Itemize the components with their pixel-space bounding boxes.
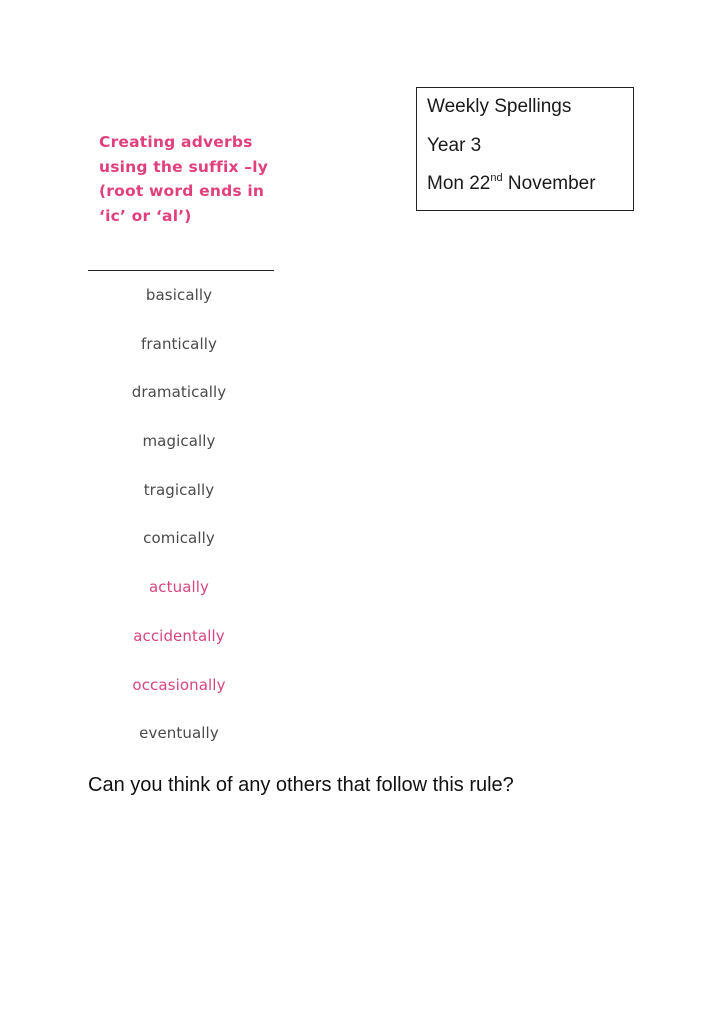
spelling-word-list (88, 281, 270, 768)
rule-heading-line: Creating adverbs (99, 133, 253, 151)
rule-heading (99, 130, 319, 228)
spelling-word: eventually (139, 724, 219, 743)
rule-heading-line: using the suffix –ly (99, 157, 269, 176)
info-date-prefix: Mon 22 (427, 173, 491, 194)
info-date-ordinal: nd (490, 172, 503, 184)
spelling-word: frantically (141, 334, 217, 353)
heading-divider (88, 270, 274, 271)
spelling-word: tragically (143, 480, 215, 499)
rule-heading-line: (root word ends in (99, 182, 265, 200)
info-box (416, 87, 634, 211)
spelling-word: accidentally (133, 626, 225, 645)
info-year: Year 3 (427, 134, 482, 156)
info-date-suffix: November (502, 173, 596, 194)
info-date (427, 171, 633, 210)
spelling-word: dramatically (131, 383, 227, 402)
rule-heading-line: ‘ic’ or ‘al’) (99, 206, 192, 225)
spelling-word: actually (148, 578, 210, 597)
spelling-word: magically (142, 432, 216, 451)
spelling-word: basically (145, 286, 213, 304)
spelling-word: occasionally (132, 675, 226, 694)
info-title: Weekly Spellings (427, 96, 572, 117)
spelling-word: comically (143, 529, 215, 548)
follow-up-question: Can you think of any others that follow this rule? (88, 774, 514, 796)
